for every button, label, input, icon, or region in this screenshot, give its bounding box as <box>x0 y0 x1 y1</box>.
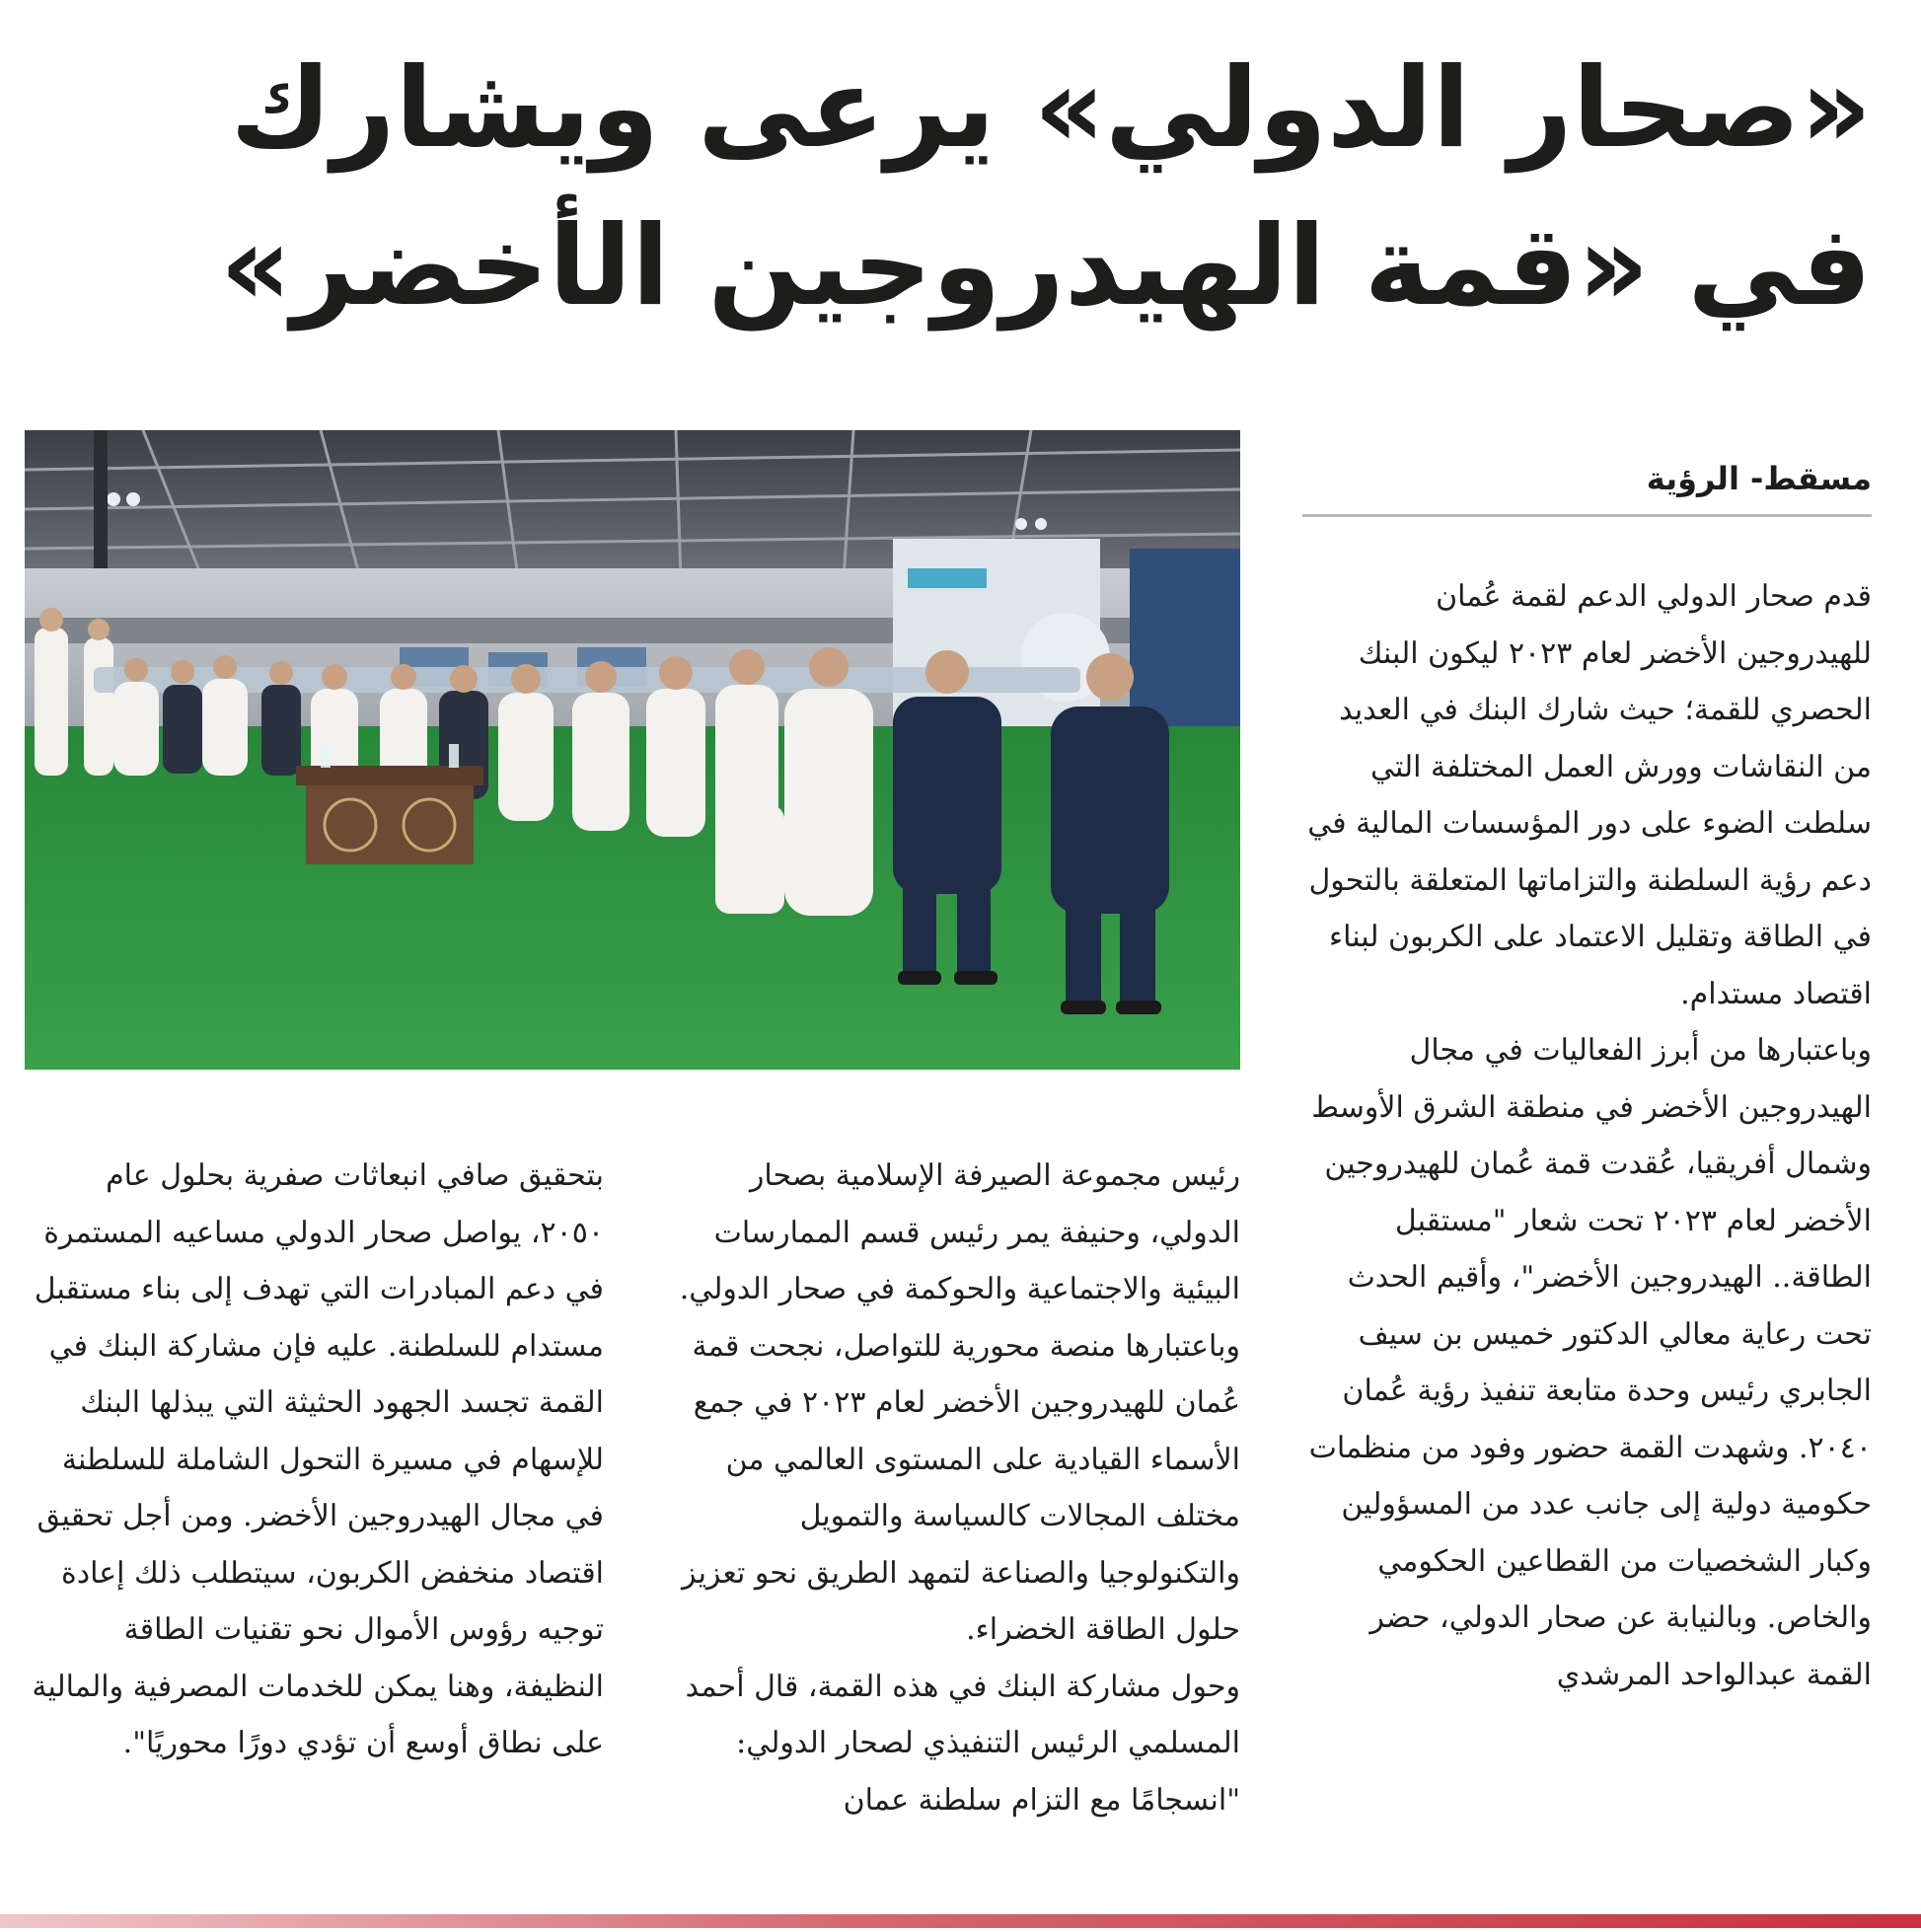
paragraph: قدم صحار الدولي الدعم لقمة عُمان للهيدروجين الأخضر لعام ٢٠٢٣ ليكون البنك الحصري للقمة؛ حيث شارك البنك في العديد من النقاشات وورش العمل المختلفة التي سلطت الضوء على دور المؤسسات المالية في دعم رؤية السلطنة والتزاماتها المتعلقة بالتحول في الطاقة وتقليل الاعتماد على الكربون لبناء اقتصاد مستدام. <box>1307 579 1872 1011</box>
article-column-middle <box>661 1148 1240 1828</box>
paragraph: وحول مشاركة البنك في هذه القمة، قال أحمد المسلمي الرئيس التنفيذي لصحار الدولي: "انسجامًا مع التزام سلطنة عمان <box>685 1669 1240 1818</box>
article-column-left <box>25 1148 604 1772</box>
paragraph: بتحقيق صافي انبعاثات صفرية بحلول عام ٢٠٥٠، يواصل صحار الدولي مساعيه المستمرة في دعم المبادرات التي تهدف إلى بناء مستقبل مستدام للسلطنة. عليه فإن مشاركة البنك في القمة تجسد الجهود الحثيثة التي يبذلها البنك للإسهام في مسيرة التحول الشاملة للسلطنة في مجال الهيدروجين الأخضر. ومن أجل تحقيق اقتصاد منخفض الكربون، سيتطلب ذلك إعادة توجيه رؤوس الأموال نحو تقنيات الطاقة النظيفة، وهنا يمكن للخدمات المصرفية والمالية على نطاق أوسع أن تؤدي دورًا محوريًا". <box>32 1158 604 1760</box>
headline-line-1: «صحار الدولي» يرعى ويشارك <box>230 44 1872 173</box>
paragraph: رئيس مجموعة الصيرفة الإسلامية بصحار الدولي، وحنيفة يمر رئيس قسم الممارسات البيئية والاجتماعية والحوكمة في صحار الدولي. وباعتبارها منصة محورية للتواصل، نجحت قمة عُمان للهيدروجين الأخضر لعام ٢٠٢٣ في جمع الأسماء القيادية على المستوى العالمي من مختلف المجالات كالسياسة والتمويل والتكنولوجيا والصناعة لتمهد الطريق نحو تعزيز حلول الطاقة الخضراء. <box>679 1158 1240 1647</box>
headline <box>148 30 1872 395</box>
bottom-accent-bar <box>0 1914 1921 1928</box>
byline: مسقط- الرؤية <box>1646 460 1872 497</box>
article-column-right <box>1302 568 1872 1703</box>
byline-rule <box>1302 514 1872 517</box>
event-photo <box>25 430 1240 1070</box>
paragraph: وباعتبارها من أبرز الفعاليات في مجال الهيدروجين الأخضر في منطقة الشرق الأوسط وشمال أفريقيا، عُقدت قمة عُمان للهيدروجين الأخضر لعام ٢٠٢٣ تحت شعار "مستقبل الطاقة.. الهيدروجين الأخضر"، وأقيم الحدث تحت رعاية معالي الدكتور خميس بن سيف الجابري رئيس وحدة متابعة تنفيذ رؤية عُمان ٢٠٤٠. وشهدت القمة حضور وفود من منظمات حكومية دولية إلى جانب عدد من المسؤولين وكبار الشخصيات من القطاعين الحكومي والخاص. وبالنيابة عن صحار الدولي، حضر القمة عبدالواحد المرشدي <box>1308 1033 1872 1692</box>
headline-line-2: في «قمة الهيدروجين الأخضر» <box>219 202 1872 331</box>
